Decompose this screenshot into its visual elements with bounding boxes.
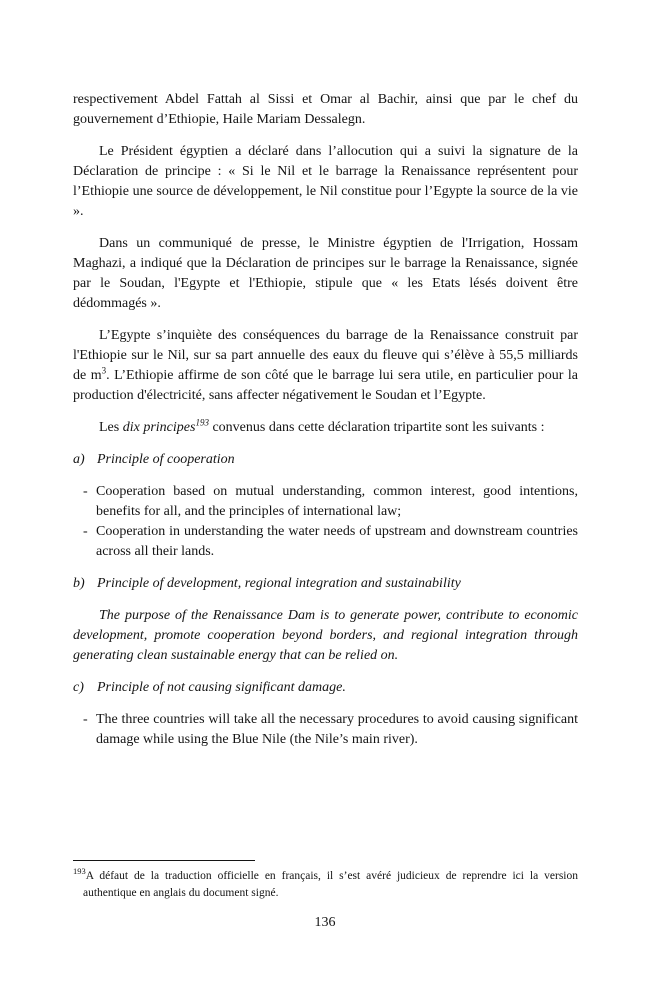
footnote-area <box>73 860 578 902</box>
footnote-body: A défaut de la traduction officielle en français, il s’est avéré judicieux de reprendre ici la version authentique en anglais du document signé. <box>83 870 578 899</box>
list-item-a <box>73 450 578 470</box>
paragraph-1: respectivement Abdel Fattah al Sissi et Omar al Bachir, ainsi que par le chef du gouvernement d’Ethiopie, Haile Mariam Dessalegn. <box>73 92 578 127</box>
bullet-item-a1 <box>83 482 578 522</box>
list-item-a-label: a) <box>73 452 85 467</box>
list-item-b-label: b) <box>73 576 85 591</box>
footnote-marker-193: 193 <box>73 866 86 877</box>
bullet-dash: - <box>83 484 88 499</box>
list-item-c-text: Principle of not causing significant damage. <box>97 680 346 695</box>
bullet-item-c1-text: The three countries will take all the necessary procedures to avoid causing significant damage while using the Blue Nile (the Nile’s main river). <box>96 712 578 747</box>
paragraph-5-text: Les <box>99 420 123 435</box>
footnote-text <box>73 868 578 902</box>
list-item-c <box>73 678 578 698</box>
body-text <box>73 90 578 750</box>
footnote-separator <box>73 860 255 861</box>
paragraph-4 <box>73 326 578 406</box>
paragraph-4-text: L’Egypte s’inquiète des conséquences du barrage de la Renaissance construit par l'Ethiopie sur le Nil, sur sa part annuelle des eaux du fleuve qui s’élève à 55,5 milliards de m <box>73 328 578 383</box>
list-item-a-text: Principle of cooperation <box>97 452 235 467</box>
list-item-b <box>73 574 578 594</box>
list-item-b-text: Principle of development, regional integration and sustainability <box>97 576 461 591</box>
superscript-cubic-meter: 3 <box>101 365 107 376</box>
bullet-dash: - <box>83 712 88 727</box>
bullet-item-a1-text: Cooperation based on mutual understanding, common interest, good intentions, benefits for all, and the principles of international law; <box>96 484 578 519</box>
paragraph-2: Le Président égyptien a déclaré dans l’allocution qui a suivi la signature de la Déclaration de principe : « Si le Nil et le barrage la Renaissance représentent pour l’Ethiopie une source de développement, le Nil constitue pour l’Egypte la source de la vie ». <box>73 144 578 219</box>
list-item-c-label: c) <box>73 680 84 695</box>
footnote-reference-193: 193 <box>195 417 209 428</box>
page-number: 136 <box>314 915 336 930</box>
paragraph-5-text-continued: convenus dans cette déclaration tripartite sont les suivants : <box>208 420 545 435</box>
purpose-paragraph: The purpose of the Renaissance Dam is to generate power, contribute to economic development, promote cooperation beyond borders, and regional integration through generating clean sustainable energy that can be relied on. <box>73 608 578 663</box>
bullet-item-a2 <box>83 522 578 562</box>
bullet-dash: - <box>83 524 88 539</box>
bullet-item-a2-text: Cooperation in understanding the water needs of upstream and downstream countries across all their lands. <box>96 524 578 559</box>
paragraph-3: Dans un communiqué de presse, le Ministre égyptien de l'Irrigation, Hossam Maghazi, a indiqué que la Déclaration de principes sur le barrage la Renaissance, signée par le Soudan, l'Egypte et l'Ethiopie, stipule que « les Etats lésés doivent être dédommagés ». <box>73 236 578 311</box>
paragraph-4-text-continued: . L’Ethiopie affirme de son côté que le barrage lui sera utile, en particulier pour la production d'électricité, sans affecter négativement le Soudan et l’Egypte. <box>73 368 578 403</box>
bullet-item-c1 <box>83 710 578 750</box>
dix-principes-italic: dix principes <box>122 420 196 435</box>
paragraph-5 <box>73 418 578 438</box>
